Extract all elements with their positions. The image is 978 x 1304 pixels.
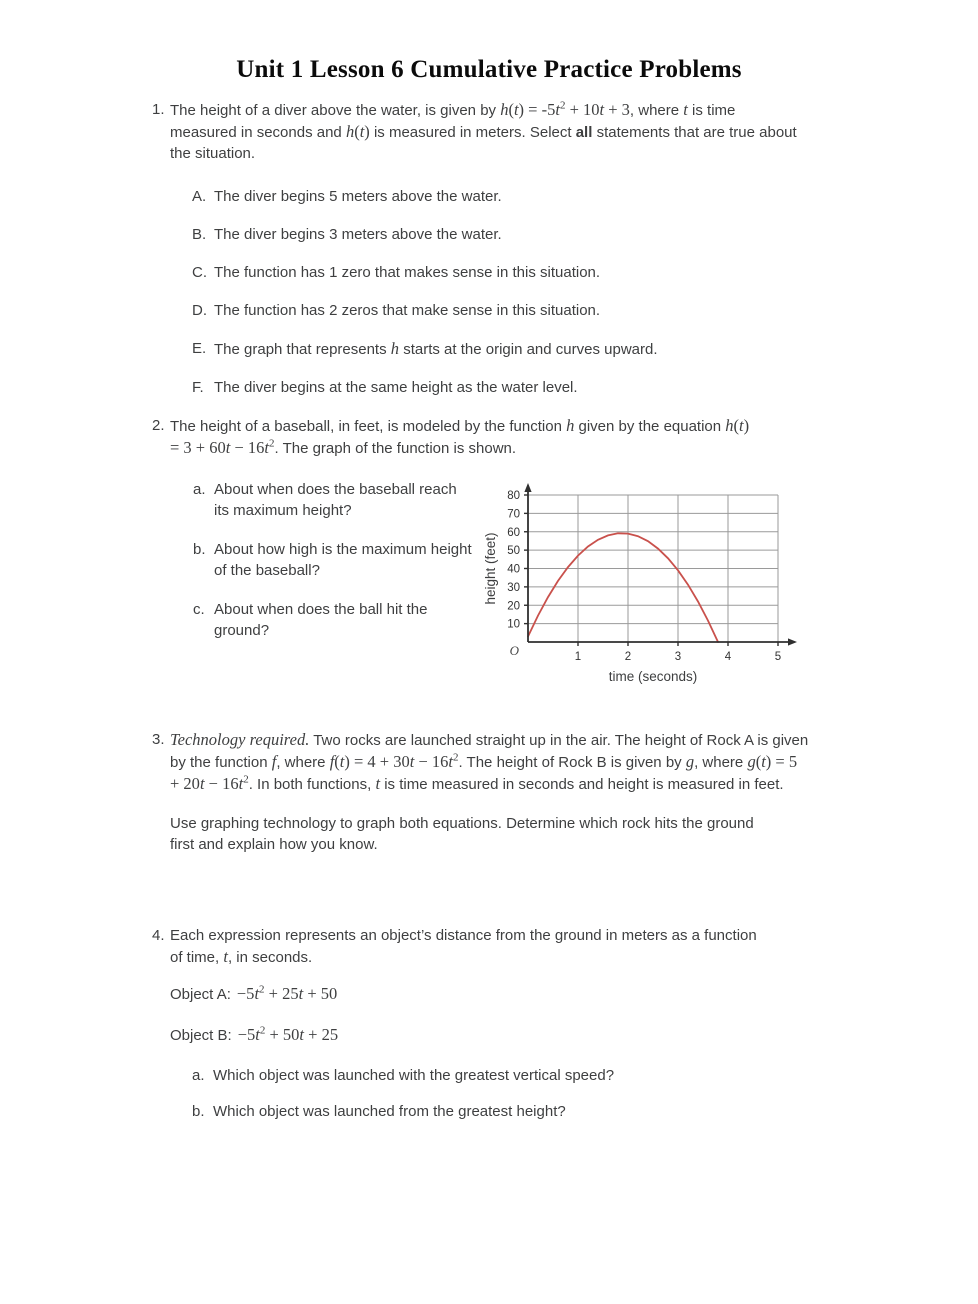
problem-2 xyxy=(152,415,938,459)
option-f-label: F. xyxy=(192,379,204,396)
option-a xyxy=(192,186,938,207)
question-4b xyxy=(192,1101,938,1122)
option-e-text: The graph that represents h starts at the origin and curves upward. xyxy=(214,339,658,358)
question-4a-text: Which object was launched with the greatest vertical speed? xyxy=(213,1067,615,1084)
problem-3 xyxy=(152,729,938,795)
option-e xyxy=(192,338,938,360)
option-c xyxy=(192,262,938,283)
y-axis-arrow xyxy=(524,483,531,492)
x-tick-label: 4 xyxy=(724,651,732,663)
problem-3-instructions: Use graphing technology to graph both equations. Determine which rock hits the ground first and explain how you know. xyxy=(170,815,754,853)
question-2b-label: b. xyxy=(193,541,206,558)
baseball-height-graph xyxy=(483,479,813,695)
option-b xyxy=(192,224,938,245)
option-d-label: D. xyxy=(192,302,207,319)
worksheet-content xyxy=(152,99,938,1122)
problem-1-options xyxy=(192,186,938,398)
option-e-label: E. xyxy=(192,340,207,357)
option-f xyxy=(192,377,938,398)
question-2b-text: About how high is the maximum height of the baseball? xyxy=(214,541,472,579)
problem-4 xyxy=(152,925,938,968)
object-b-label: Object B: xyxy=(170,1027,232,1044)
option-d-text: The function has 2 zeros that make sense in this situation. xyxy=(214,302,601,319)
problem-4-text: Each expression represents an object’s distance from the ground in meters as a function of time, t, in seconds. xyxy=(170,927,757,966)
chart-canvas xyxy=(483,479,813,689)
problem-2-body xyxy=(193,479,938,695)
problem-4-questions xyxy=(192,1065,938,1122)
problem-1-number: 1. xyxy=(152,101,165,118)
option-b-text: The diver begins 3 meters above the water. xyxy=(214,226,502,243)
question-2a-text: About when does the baseball reach its maximum height? xyxy=(214,481,457,519)
x-tick-label: 2 xyxy=(624,651,632,663)
question-2a-label: a. xyxy=(193,481,206,498)
object-a-label: Object A: xyxy=(170,986,231,1003)
problem-1 xyxy=(152,99,938,164)
option-a-text: The diver begins 5 meters above the water. xyxy=(214,188,502,205)
y-tick-label: 20 xyxy=(507,600,520,613)
object-a-expression xyxy=(170,983,938,1005)
y-tick-label: 40 xyxy=(507,563,520,576)
question-4b-label: b. xyxy=(192,1103,205,1120)
problem-1-text: The height of a diver above the water, is given by $h(t) = -5t^2 + 10t + 3$, where t is time measured in seconds and h(t) is measured in meters. Select all statements that are true about the situation. xyxy=(170,99,797,162)
y-tick-label: 80 xyxy=(507,490,520,502)
y-tick-label: 50 xyxy=(507,545,520,558)
problem-3-number: 3. xyxy=(152,731,165,748)
option-d xyxy=(192,300,938,321)
y-tick-label: 10 xyxy=(507,618,520,631)
x-axis-title: time (seconds) xyxy=(608,669,698,684)
question-2c-text: About when does the ball hit the ground? xyxy=(214,601,428,639)
option-c-text: The function has 1 zero that makes sense in this situation. xyxy=(214,264,601,281)
problem-2-text: The height of a baseball, in feet, is modeled by the function h given by the equation $h(t) = 3 + 60t - 16t^2$. The graph of the function is shown. xyxy=(170,416,750,457)
height-curve xyxy=(528,533,718,642)
object-b-expression xyxy=(170,1024,938,1046)
problem-2-number: 2. xyxy=(152,417,165,434)
y-tick-label: 70 xyxy=(507,508,520,521)
question-2a xyxy=(193,479,475,521)
object-b-formula: $-5t^2 + 50t + 25$ xyxy=(237,1024,339,1044)
x-tick-label: 1 xyxy=(574,651,582,663)
y-axis-title: height (feet) xyxy=(483,532,498,605)
question-2c-label: c. xyxy=(193,601,205,618)
problem-4-number: 4. xyxy=(152,927,165,944)
y-tick-label: 60 xyxy=(507,526,520,539)
origin-label: O xyxy=(509,643,519,658)
option-f-text: The diver begins at the same height as the water level. xyxy=(214,379,578,396)
problem-2-questions xyxy=(193,479,475,695)
option-c-label: C. xyxy=(192,264,207,281)
object-a-formula: $-5t^2 + 25t + 50$ xyxy=(236,983,338,1003)
question-2c xyxy=(193,599,475,641)
page-title: Unit 1 Lesson 6 Cumulative Practice Problems xyxy=(236,56,742,83)
question-4a xyxy=(192,1065,938,1086)
x-axis-arrow xyxy=(788,638,797,645)
problem-3-text: Technology required. Two rocks are launched straight up in the air. The height of Rock A is given by the function f, where $f(t) = 4 + 30t - 16t^2$. The height of Rock B is given by g, where $g(t) = 5 + 20t - 16t^2$. In both functions, t is time measured in seconds and height is measured in feet. xyxy=(170,730,809,793)
question-4a-label: a. xyxy=(192,1067,205,1084)
x-tick-label: 3 xyxy=(674,651,682,663)
option-b-label: B. xyxy=(192,226,207,243)
x-tick-label: 5 xyxy=(774,651,782,663)
option-a-label: A. xyxy=(192,188,207,205)
question-2b xyxy=(193,539,475,581)
question-4b-text: Which object was launched from the greatest height? xyxy=(213,1103,566,1120)
y-tick-label: 30 xyxy=(507,581,520,594)
